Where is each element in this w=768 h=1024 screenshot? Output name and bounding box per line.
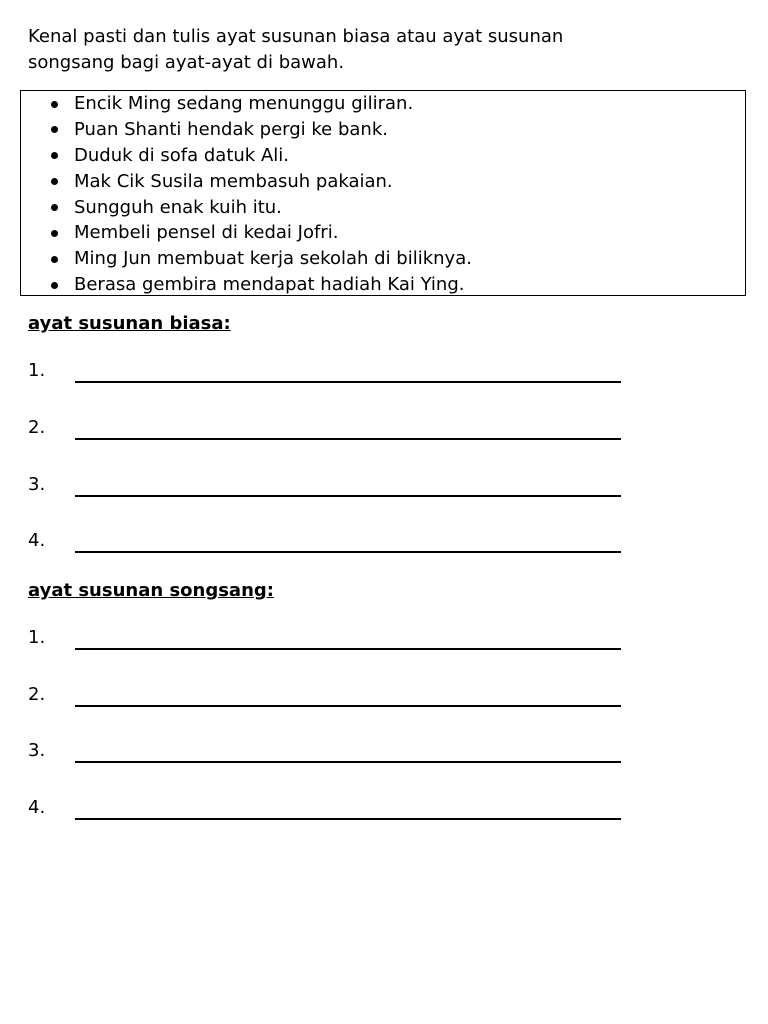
answer-row-biasa-3 <box>28 472 628 498</box>
sentence-text: Duduk di sofa datuk Ali. <box>74 144 289 166</box>
answer-row-songsang-4 <box>28 795 628 821</box>
bullet-icon <box>51 101 58 108</box>
answer-row-biasa-1 <box>28 358 628 384</box>
sentence-item <box>21 220 745 246</box>
sentence-item <box>21 91 745 117</box>
sentence-item <box>21 169 745 195</box>
bullet-icon <box>51 282 58 289</box>
bullet-icon <box>51 126 58 133</box>
sentence-text: Berasa gembira mendapat hadiah Kai Ying. <box>74 274 465 296</box>
bullet-icon <box>51 204 58 211</box>
bullet-icon <box>51 178 58 185</box>
sentence-text: Puan Shanti hendak pergi ke bank. <box>74 118 388 140</box>
answer-row-songsang-1 <box>28 625 628 651</box>
bullet-icon <box>51 230 58 237</box>
answer-row-songsang-2 <box>28 682 628 708</box>
instructions <box>28 24 708 76</box>
sentence-box <box>20 90 746 296</box>
bullet-icon <box>51 152 58 159</box>
sentence-text: Ming Jun membuat kerja sekolah di biliknya. <box>74 248 472 270</box>
sentence-item <box>21 246 745 272</box>
answer-number: 1. <box>28 627 46 648</box>
answer-number: 4. <box>28 530 46 551</box>
sentence-item <box>21 143 745 169</box>
sentence-item <box>21 117 745 143</box>
answer-blank-line[interactable] <box>75 818 621 820</box>
answer-number: 2. <box>28 417 46 438</box>
answer-row-biasa-2 <box>28 415 628 441</box>
answer-blank-line[interactable] <box>75 438 621 440</box>
sentence-list <box>21 91 745 298</box>
answer-number: 1. <box>28 360 46 381</box>
answer-blank-line[interactable] <box>75 381 621 383</box>
answer-blank-line[interactable] <box>75 761 621 763</box>
sentence-item <box>21 195 745 221</box>
answer-blank-line[interactable] <box>75 495 621 497</box>
answer-number: 2. <box>28 684 46 705</box>
sentence-text: Encik Ming sedang menunggu giliran. <box>74 93 414 114</box>
answer-row-biasa-4 <box>28 528 628 554</box>
answer-row-songsang-3 <box>28 738 628 764</box>
sentence-item <box>21 272 745 298</box>
sentence-text: Membeli pensel di kedai Jofri. <box>74 222 339 244</box>
sentence-text: Mak Cik Susila membasuh pakaian. <box>74 170 393 192</box>
answer-number: 3. <box>28 474 46 495</box>
sentence-text: Sungguh enak kuih itu. <box>74 196 282 218</box>
heading-ayat-susunan-songsang: ayat susunan songsang: <box>28 580 274 601</box>
answer-number: 4. <box>28 797 46 818</box>
answer-blank-line[interactable] <box>75 551 621 553</box>
answer-blank-line[interactable] <box>75 648 621 650</box>
answer-blank-line[interactable] <box>75 705 621 707</box>
heading-ayat-susunan-biasa: ayat susunan biasa: <box>28 313 231 334</box>
bullet-icon <box>51 256 58 263</box>
instructions-line-2: songsang bagi ayat-ayat di bawah. <box>28 52 345 73</box>
answer-number: 3. <box>28 740 46 761</box>
instructions-line-1: Kenal pasti dan tulis ayat susunan biasa atau ayat susunan <box>28 26 564 47</box>
